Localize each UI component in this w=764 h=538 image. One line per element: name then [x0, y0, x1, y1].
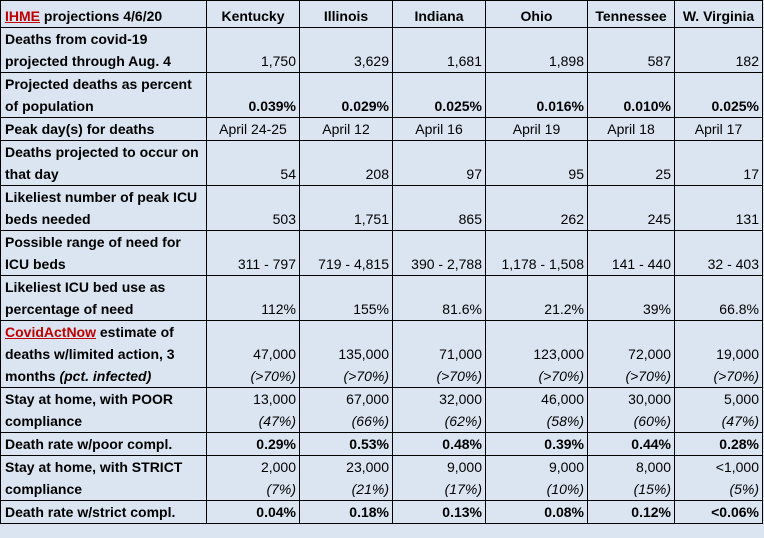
cell-value: 0.025%	[393, 73, 486, 118]
cell-main: 135,000	[338, 346, 389, 362]
cell-value: 587	[588, 28, 675, 73]
row-label	[1, 321, 207, 388]
cell-value: 245	[588, 186, 675, 231]
cell-value	[300, 321, 393, 388]
table-row	[1, 118, 763, 141]
table-row	[1, 456, 763, 501]
cell-sub: (>70%)	[343, 368, 389, 384]
cell-sub: (7%)	[266, 481, 296, 497]
state-header: Ohio	[486, 1, 588, 28]
row-label: Likeliest number of peak ICU beds needed	[1, 186, 207, 231]
cell-main: 9,000	[446, 459, 482, 475]
row-label: Peak day(s) for deaths	[1, 118, 207, 141]
cell-value: 1,750	[207, 28, 300, 73]
row-label: Death rate w/strict compl.	[1, 501, 207, 524]
table-row	[1, 231, 763, 276]
cell-main: 72,000	[628, 346, 671, 362]
cell-sub: (10%)	[546, 481, 584, 497]
cell-value	[588, 321, 675, 388]
cell-value: 0.13%	[393, 501, 486, 524]
cell-value	[207, 456, 300, 501]
state-header: Illinois	[300, 1, 393, 28]
cell-main: 67,000	[346, 391, 389, 407]
row-label: Possible range of need for ICU beds	[1, 231, 207, 276]
table-row	[1, 28, 763, 73]
cell-value: 390 - 2,788	[393, 231, 486, 276]
cell-value: 39%	[588, 276, 675, 321]
cell-value: 0.029%	[300, 73, 393, 118]
cell-sub: (>70%)	[436, 368, 482, 384]
cell-main: 13,000	[253, 391, 296, 407]
cell-sub: (47%)	[721, 413, 759, 429]
cell-value: 503	[207, 186, 300, 231]
cell-value: 719 - 4,815	[300, 231, 393, 276]
cell-main: 46,000	[541, 391, 584, 407]
cell-value: 0.025%	[675, 73, 763, 118]
cell-sub: (>70%)	[625, 368, 671, 384]
cell-value: 81.6%	[393, 276, 486, 321]
cell-value: 865	[393, 186, 486, 231]
cell-sub: (62%)	[444, 413, 482, 429]
cell-value: 0.12%	[588, 501, 675, 524]
cell-sub: (>70%)	[713, 368, 759, 384]
cell-sub: (15%)	[633, 481, 671, 497]
cell-sub: (5%)	[729, 481, 759, 497]
cell-value	[393, 456, 486, 501]
cell-value: <0.06%	[675, 501, 763, 524]
cell-value: 0.08%	[486, 501, 588, 524]
cell-value: 182	[675, 28, 763, 73]
cell-value: 0.18%	[300, 501, 393, 524]
state-header: Indiana	[393, 1, 486, 28]
cell-value	[393, 321, 486, 388]
cell-value: April 17	[675, 118, 763, 141]
row-label: Likeliest ICU bed use as percentage of need	[1, 276, 207, 321]
table-title-text: projections 4/6/20	[40, 8, 163, 24]
cell-value	[588, 388, 675, 433]
cell-value	[486, 321, 588, 388]
cell-value: 25	[588, 141, 675, 186]
cell-value	[588, 456, 675, 501]
cell-value	[486, 388, 588, 433]
cell-value: 208	[300, 141, 393, 186]
cell-main: 71,000	[439, 346, 482, 362]
cell-value	[207, 321, 300, 388]
table-title	[1, 1, 207, 28]
cell-value: April 12	[300, 118, 393, 141]
cell-main: 5,000	[723, 391, 759, 407]
cell-value	[300, 388, 393, 433]
cell-sub: (47%)	[258, 413, 296, 429]
cell-value	[675, 321, 763, 388]
cell-value: 3,629	[300, 28, 393, 73]
cell-sub: (21%)	[351, 481, 389, 497]
cell-sub: (60%)	[633, 413, 671, 429]
table-row	[1, 276, 763, 321]
row-label: Death rate w/poor compl.	[1, 433, 207, 456]
cell-value: 112%	[207, 276, 300, 321]
cell-value: 1,898	[486, 28, 588, 73]
cell-value: 0.039%	[207, 73, 300, 118]
cell-value: 262	[486, 186, 588, 231]
cell-value: April 24-25	[207, 118, 300, 141]
cell-main: 123,000	[533, 346, 584, 362]
cell-value: April 16	[393, 118, 486, 141]
cell-value: 97	[393, 141, 486, 186]
cell-value: 0.28%	[675, 433, 763, 456]
cell-main: 19,000	[716, 346, 759, 362]
cell-sub: (58%)	[546, 413, 584, 429]
row-label-note: (pct. infected)	[59, 368, 152, 384]
cell-value: 54	[207, 141, 300, 186]
cell-value: 66.8%	[675, 276, 763, 321]
cell-value	[300, 456, 393, 501]
cell-main: 23,000	[346, 459, 389, 475]
cell-value: 131	[675, 186, 763, 231]
table-row	[1, 501, 763, 524]
cell-value: 0.010%	[588, 73, 675, 118]
cell-value: 0.04%	[207, 501, 300, 524]
cell-value	[486, 456, 588, 501]
state-header: W. Virginia	[675, 1, 763, 28]
covidactnow-link[interactable]: CovidActNow	[5, 324, 96, 340]
row-label: Projected deaths as percent of population	[1, 73, 207, 118]
row-label: Stay at home, with POOR compliance	[1, 388, 207, 433]
cell-value: 0.44%	[588, 433, 675, 456]
state-header: Kentucky	[207, 1, 300, 28]
cell-value: 32 - 403	[675, 231, 763, 276]
cell-main: 8,000	[635, 459, 671, 475]
row-label: Deaths projected to occur on that day	[1, 141, 207, 186]
row-label: Deaths from covid-19 projected through Aug. 4	[1, 28, 207, 73]
cell-sub: (66%)	[351, 413, 389, 429]
cell-value: 0.29%	[207, 433, 300, 456]
cell-value: 141 - 440	[588, 231, 675, 276]
cell-value: 1,178 - 1,508	[486, 231, 588, 276]
table-row	[1, 141, 763, 186]
cell-value: 95	[486, 141, 588, 186]
cell-value	[675, 456, 763, 501]
cell-value: 311 - 797	[207, 231, 300, 276]
cell-value: 0.53%	[300, 433, 393, 456]
table-row	[1, 186, 763, 231]
cell-value: 21.2%	[486, 276, 588, 321]
table-row	[1, 73, 763, 118]
cell-main: 9,000	[548, 459, 584, 475]
table-row	[1, 321, 763, 388]
cell-value: 1,681	[393, 28, 486, 73]
row-label-text: estimate of deaths w/limited action, 3 months	[5, 324, 175, 384]
cell-sub: (>70%)	[538, 368, 584, 384]
row-label: Stay at home, with STRICT compliance	[1, 456, 207, 501]
cell-main: 32,000	[439, 391, 482, 407]
cell-sub: (17%)	[444, 481, 482, 497]
table-row	[1, 388, 763, 433]
ihme-link[interactable]: IHME	[5, 8, 40, 24]
cell-value: 155%	[300, 276, 393, 321]
table-row	[1, 433, 763, 456]
state-header: Tennessee	[588, 1, 675, 28]
cell-value: 0.39%	[486, 433, 588, 456]
cell-main: 47,000	[253, 346, 296, 362]
cell-sub: (>70%)	[250, 368, 296, 384]
cell-value: 1,751	[300, 186, 393, 231]
cell-value	[675, 388, 763, 433]
cell-value	[207, 388, 300, 433]
header-row	[1, 1, 763, 28]
cell-value: 0.016%	[486, 73, 588, 118]
cell-value: 17	[675, 141, 763, 186]
cell-value: April 19	[486, 118, 588, 141]
cell-main: 30,000	[628, 391, 671, 407]
cell-main: <1,000	[715, 459, 759, 475]
cell-value	[393, 388, 486, 433]
cell-value: 0.48%	[393, 433, 486, 456]
cell-value: April 18	[588, 118, 675, 141]
cell-main: 2,000	[260, 459, 296, 475]
